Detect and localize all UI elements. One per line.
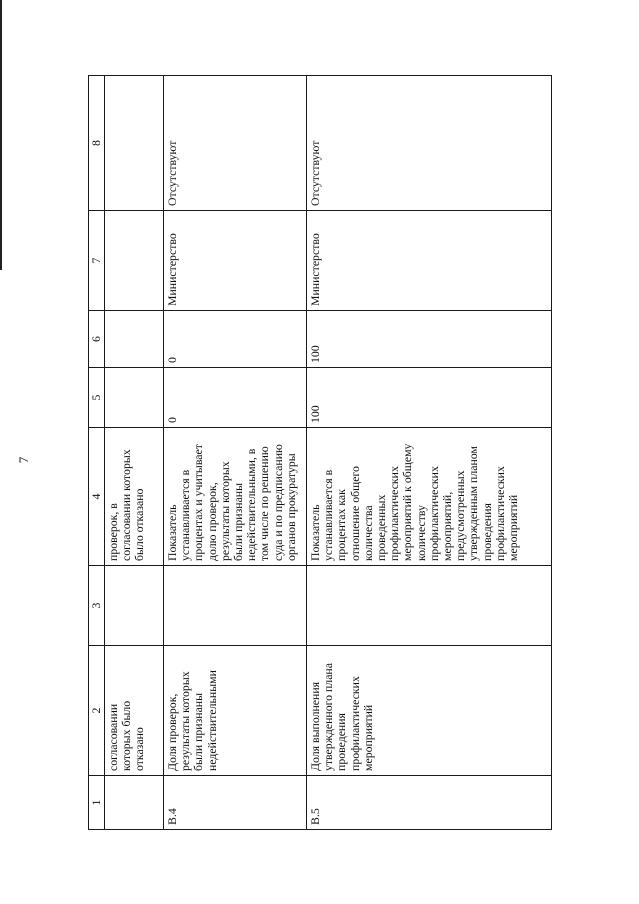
text-line: были признаны: [231, 482, 246, 561]
cell-description: [105, 428, 164, 566]
text-line: процентах как: [334, 489, 349, 561]
cell-indicator-name: [105, 646, 164, 776]
text-line: было отказано: [132, 488, 147, 561]
text-line: проведенных: [374, 494, 389, 561]
cell-code: В.4: [164, 776, 307, 830]
text-line: утвержденным планом: [466, 446, 481, 561]
text-line: профилактических: [387, 466, 402, 561]
text-line: мероприятий: [506, 494, 521, 561]
text-line: недействительными: [204, 670, 219, 771]
text-line: Доля выполнения: [308, 681, 322, 771]
cell-col-5: 0: [164, 368, 307, 428]
text-line: отказано: [132, 727, 147, 771]
cell-col-3: [164, 566, 307, 646]
text-line: профилактических: [426, 466, 441, 561]
cell-note: Отсутствуют: [307, 76, 552, 211]
cell-description: [307, 428, 552, 566]
scan-edge-bar: [0, 0, 2, 270]
cell-col-5: 100: [307, 368, 552, 428]
text-line: процентах и учитывает: [191, 444, 206, 561]
table-header-row: [89, 76, 105, 830]
cell-description: [164, 428, 307, 566]
text-line: результаты которых: [217, 461, 232, 561]
cell-note: Отсутствуют: [164, 76, 307, 211]
page-number: 7: [16, 456, 31, 464]
header-col-8: 8: [89, 76, 105, 211]
text-line: Показатель: [165, 504, 179, 561]
cell-col-5: [105, 368, 164, 428]
text-line: Доля проверок,: [165, 693, 179, 771]
header-col-4: 4: [89, 428, 105, 566]
text-line: проведения: [334, 713, 349, 771]
text-line: количеству: [413, 505, 428, 561]
text-line: согласовании которых: [119, 449, 134, 561]
text-line: согласовании: [106, 703, 120, 771]
cell-col-7: [105, 211, 164, 311]
cell-indicator-name: [164, 646, 307, 776]
text-line: количества: [360, 505, 375, 561]
cell-responsible: Министерство: [164, 211, 307, 311]
indicators-table: [88, 75, 552, 830]
cell-code: В.5: [307, 776, 552, 830]
cell-col-6: 0: [164, 311, 307, 368]
header-col-5: 5: [89, 368, 105, 428]
text-line: Показатель: [308, 504, 322, 561]
text-line: органов прокуратуры: [283, 453, 298, 561]
text-line: проведения: [479, 503, 494, 561]
text-line: профилактических: [347, 676, 362, 771]
cell-col-3: [307, 566, 552, 646]
cell-col-3: [105, 566, 164, 646]
text-line: том числе по решению: [257, 446, 272, 561]
header-col-1: 1: [89, 776, 105, 830]
text-line: недействительными, в: [244, 448, 259, 561]
text-line: предусмотренных: [453, 470, 468, 561]
text-line: долю проверок,: [204, 482, 219, 561]
cell-col-6: [105, 311, 164, 368]
header-col-3: 3: [89, 566, 105, 646]
cell-indicator-name: [307, 646, 552, 776]
text-line: суда и по предписанию: [270, 444, 285, 561]
text-line: профилактических: [492, 466, 507, 561]
text-line: проверок, в: [106, 503, 120, 561]
text-line: устанавливается в: [321, 469, 336, 561]
text-line: отношение общего: [347, 466, 362, 561]
cell-responsible: Министерство: [307, 211, 552, 311]
table-row-b5: [307, 76, 552, 830]
text-line: результаты которых: [178, 671, 193, 771]
text-line: мероприятий,: [440, 491, 455, 561]
text-line: которых было: [119, 700, 134, 771]
text-line: мероприятий: [360, 704, 375, 771]
text-line: мероприятий к общему: [400, 443, 415, 561]
header-col-2: 2: [89, 646, 105, 776]
table-row-b4: [164, 76, 307, 830]
text-line: утвержденного плана: [321, 663, 336, 771]
header-col-7: 7: [89, 211, 105, 311]
table-row-continuation: [105, 76, 164, 830]
text-line: устанавливается в: [178, 469, 193, 561]
header-col-6: 6: [89, 311, 105, 368]
rotated-table-container: [88, 76, 555, 830]
cell-col-8: [105, 76, 164, 211]
cell-code: [105, 776, 164, 830]
cell-col-6: 100: [307, 311, 552, 368]
text-line: были признаны: [191, 692, 206, 771]
